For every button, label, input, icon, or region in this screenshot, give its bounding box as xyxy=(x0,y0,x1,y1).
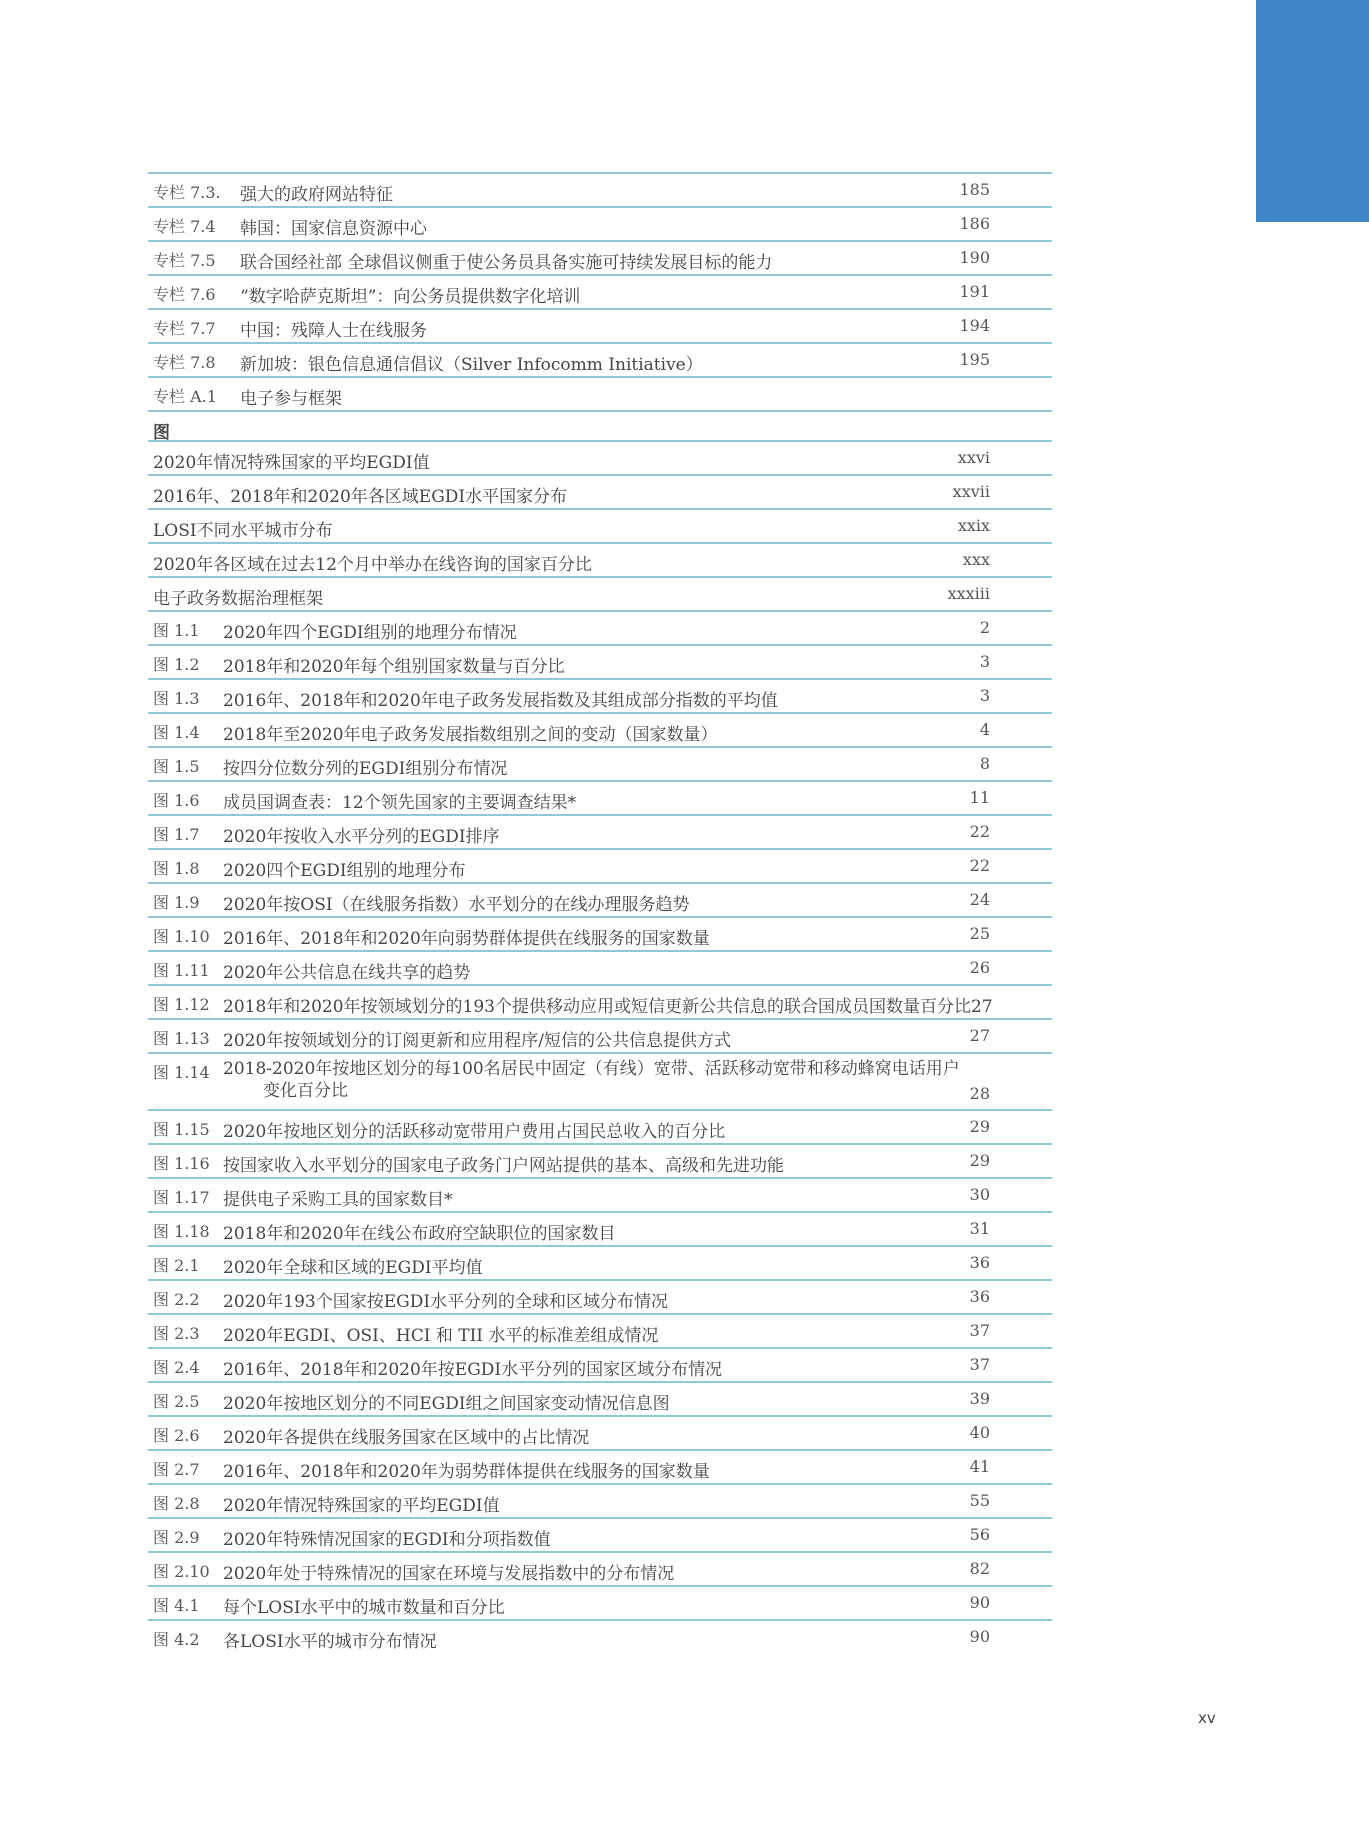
toc-row-figure[interactable] xyxy=(148,542,1052,576)
entry-title: 新加坡：银色信息通信倡议（Silver Infocomm Initiative） xyxy=(240,355,703,375)
entry-label: 图 1.10 xyxy=(153,927,210,946)
entry-page: xxxiii xyxy=(947,584,990,603)
entry-title: 2020年193个国家按EGDI水平分列的全球和区域分布情况 xyxy=(223,1292,669,1312)
entry-page: 191 xyxy=(959,282,990,301)
entry-title: “数字哈萨克斯坦”：向公务员提供数字化培训 xyxy=(240,287,581,307)
entry-page: 27 xyxy=(969,1026,990,1045)
entry-label: 图 1.12 xyxy=(153,995,210,1014)
entry-label: 图 1.5 xyxy=(153,757,200,776)
toc-row-figure[interactable] xyxy=(148,678,1052,712)
entry-title: 2020四个EGDI组别的地理分布 xyxy=(223,861,466,881)
toc-row-figure[interactable] xyxy=(148,1143,1052,1177)
entry-title: 韩国：国家信息资源中心 xyxy=(240,219,427,239)
entry-title: 2018年和2020年按领域划分的193个提供移动应用或短信更新公共信息的联合国成员国数量百分比27 xyxy=(223,997,993,1017)
entry-page: 55 xyxy=(969,1491,990,1510)
entry-label: 图 1.13 xyxy=(153,1029,210,1048)
entry-page: 26 xyxy=(969,958,990,977)
entry-title: 2020年EGDI、OSI、HCI 和 TII 水平的标准差组成情况 xyxy=(223,1326,659,1346)
entry-title: 2016年、2018年和2020年为弱势群体提供在线服务的国家数量 xyxy=(223,1462,710,1482)
entry-label: 图 1.9 xyxy=(153,893,200,912)
entry-title: 2020年情况特殊国家的平均EGDI值 xyxy=(223,1496,500,1516)
entry-page: 186 xyxy=(959,214,990,233)
entry-title: 每个LOSI水平中的城市数量和百分比 xyxy=(223,1598,505,1618)
entry-page: 190 xyxy=(959,248,990,267)
toc-row-figure[interactable] xyxy=(148,1415,1052,1449)
entry-page: xxx xyxy=(962,550,990,569)
toc-row-figure[interactable] xyxy=(148,1449,1052,1483)
entry-label: 图 1.3 xyxy=(153,689,200,708)
entry-label: 专栏 7.7 xyxy=(153,319,216,338)
entry-page: 3 xyxy=(979,686,990,705)
toc-row-figure[interactable] xyxy=(148,1381,1052,1415)
entry-label: 图 2.6 xyxy=(153,1426,200,1445)
entry-page: 37 xyxy=(969,1321,990,1340)
entry-title: LOSI不同水平城市分布 xyxy=(153,521,333,541)
entry-title: 2016年、2018年和2020年向弱势群体提供在线服务的国家数量 xyxy=(223,929,710,949)
entry-page: 41 xyxy=(969,1457,990,1476)
entry-label: 图 1.11 xyxy=(153,961,210,980)
entry-title: 按四分位数分列的EGDI组别分布情况 xyxy=(223,759,508,779)
entry-page: xxix xyxy=(957,516,990,535)
entry-label: 图 4.1 xyxy=(153,1596,200,1615)
toc-row-figure[interactable] xyxy=(148,508,1052,542)
toc-row-figure[interactable] xyxy=(148,1279,1052,1313)
entry-page: 56 xyxy=(969,1525,990,1544)
entry-title: 电子参与框架 xyxy=(240,389,342,409)
entry-label: 图 1.7 xyxy=(153,825,200,844)
toc-row-figure[interactable] xyxy=(148,1347,1052,1381)
toc-row-box[interactable] xyxy=(148,376,1052,410)
entry-title xyxy=(223,1058,960,1102)
entry-title: 2018年至2020年电子政务发展指数组别之间的变动（国家数量） xyxy=(223,725,718,745)
entry-title: 电子政务数据治理框架 xyxy=(153,589,323,609)
toc-row-figure[interactable] xyxy=(148,746,1052,780)
entry-label: 专栏 7.4 xyxy=(153,217,216,236)
toc-row-box[interactable] xyxy=(148,342,1052,376)
entry-page: xxvii xyxy=(952,482,990,501)
entry-page: 22 xyxy=(969,856,990,875)
toc-row-figure[interactable] xyxy=(148,1245,1052,1279)
entry-title: 按国家收入水平划分的国家电子政务门户网站提供的基本、高级和先进功能 xyxy=(223,1156,784,1176)
entry-label: 图 2.2 xyxy=(153,1290,200,1309)
entry-label: 图 2.4 xyxy=(153,1358,200,1377)
entry-label: 图 1.2 xyxy=(153,655,200,674)
entry-label: 图 1.16 xyxy=(153,1154,210,1173)
toc-row-figure[interactable] xyxy=(148,1619,1052,1653)
entry-page: 90 xyxy=(969,1593,990,1612)
figures-heading-row xyxy=(148,410,1052,443)
entry-label: 图 2.9 xyxy=(153,1528,200,1547)
toc-row-box[interactable] xyxy=(148,240,1052,274)
entry-title: 2020年按地区划分的活跃移动宽带用户费用占国民总收入的百分比 xyxy=(223,1122,726,1142)
toc-row-figure[interactable] xyxy=(148,882,1052,916)
entry-label: 专栏 7.5 xyxy=(153,251,216,270)
entry-label: 图 2.7 xyxy=(153,1460,200,1479)
entry-page: 28 xyxy=(969,1084,990,1103)
toc-row-figure[interactable] xyxy=(148,1551,1052,1585)
entry-title: 提供电子采购工具的国家数目* xyxy=(223,1190,453,1210)
entry-label: 图 1.18 xyxy=(153,1222,210,1241)
entry-title: 2020年处于特殊情况的国家在环境与发展指数中的分布情况 xyxy=(223,1564,675,1584)
entry-page: 24 xyxy=(969,890,990,909)
entry-page: 36 xyxy=(969,1287,990,1306)
entry-label: 专栏 7.3. xyxy=(153,183,221,202)
toc-row-figure[interactable] xyxy=(148,1517,1052,1551)
entry-label: 图 2.5 xyxy=(153,1392,200,1411)
toc-row-figure[interactable] xyxy=(148,610,1052,644)
entry-page: 195 xyxy=(959,350,990,369)
table-of-contents xyxy=(148,172,1052,1653)
entry-title: 2016年、2018年和2020年电子政务发展指数及其组成部分指数的平均值 xyxy=(223,691,778,711)
entry-label: 图 2.10 xyxy=(153,1562,210,1581)
entry-page: 11 xyxy=(969,788,990,807)
toc-row-figure[interactable] xyxy=(148,712,1052,746)
entry-title-line2: 变化百分比 xyxy=(263,1081,348,1101)
entry-page: 40 xyxy=(969,1423,990,1442)
entry-page: 31 xyxy=(969,1219,990,1238)
entry-label: 专栏 A.1 xyxy=(153,387,217,406)
entry-title: 2020年全球和区域的EGDI平均值 xyxy=(223,1258,483,1278)
toc-row-figure[interactable] xyxy=(148,780,1052,814)
entry-label: 图 1.14 xyxy=(153,1063,210,1082)
page-number: xv xyxy=(1198,1709,1216,1727)
entry-title: 2016年、2018年和2020年各区域EGDI水平国家分布 xyxy=(153,487,568,507)
entry-label: 图 4.2 xyxy=(153,1630,200,1649)
toc-row-figure[interactable] xyxy=(148,984,1052,1018)
entry-page: 29 xyxy=(969,1151,990,1170)
toc-row-figure[interactable] xyxy=(148,1211,1052,1245)
entry-page: 36 xyxy=(969,1253,990,1272)
entry-title: 2020年按OSI（在线服务指数）水平划分的在线办理服务趋势 xyxy=(223,895,690,915)
toc-row-figure[interactable] xyxy=(148,848,1052,882)
entry-title: 2020年特殊情况国家的EGDI和分项指数值 xyxy=(223,1530,551,1550)
toc-row-figure[interactable] xyxy=(148,576,1052,610)
entry-title: 2020年按领域划分的订阅更新和应用程序/短信的公共信息提供方式 xyxy=(223,1031,731,1051)
entry-title: 2016年、2018年和2020年按EGDI水平分列的国家区域分布情况 xyxy=(223,1360,723,1380)
entry-page: 37 xyxy=(969,1355,990,1374)
entry-label: 图 2.3 xyxy=(153,1324,200,1343)
toc-row-figure[interactable] xyxy=(148,1018,1052,1052)
toc-row-figure[interactable] xyxy=(148,950,1052,984)
toc-row-box[interactable] xyxy=(148,308,1052,342)
entry-page: 22 xyxy=(969,822,990,841)
toc-row-box[interactable] xyxy=(148,274,1052,308)
entry-page: 30 xyxy=(969,1185,990,1204)
entry-label: 图 1.6 xyxy=(153,791,200,810)
entry-page: 194 xyxy=(959,316,990,335)
entry-title: 各LOSI水平的城市分布情况 xyxy=(223,1632,437,1652)
toc-row-figure[interactable] xyxy=(148,1585,1052,1619)
entry-page: 185 xyxy=(959,180,990,199)
toc-row-figure[interactable] xyxy=(148,1109,1052,1143)
entry-page: 29 xyxy=(969,1117,990,1136)
entry-title: 2020年公共信息在线共享的趋势 xyxy=(223,963,471,983)
entry-page: 4 xyxy=(979,720,990,739)
entry-label: 图 1.1 xyxy=(153,621,200,640)
entry-label: 图 1.4 xyxy=(153,723,200,742)
entry-title: 2020年四个EGDI组别的地理分布情况 xyxy=(223,623,517,643)
entry-page: 90 xyxy=(969,1627,990,1646)
entry-page: 3 xyxy=(979,652,990,671)
entry-title: 2020年按收入水平分列的EGDI排序 xyxy=(223,827,500,847)
entry-title: 2020年各区域在过去12个月中举办在线咨询的国家百分比 xyxy=(153,555,592,575)
entry-title: 强大的政府网站特征 xyxy=(240,185,393,205)
entry-title: 2018年和2020年每个组别国家数量与百分比 xyxy=(223,657,565,677)
entry-title: 2020年各提供在线服务国家在区域中的占比情况 xyxy=(223,1428,590,1448)
toc-row-box[interactable] xyxy=(148,172,1052,206)
entry-label: 图 2.8 xyxy=(153,1494,200,1513)
chapter-color-tab xyxy=(1256,0,1369,222)
toc-row-figure[interactable] xyxy=(148,1483,1052,1517)
entry-title: 成员国调查表：12个领先国家的主要调查结果* xyxy=(223,793,577,813)
entry-label: 图 1.8 xyxy=(153,859,200,878)
entry-label: 专栏 7.8 xyxy=(153,353,216,372)
toc-row-figure[interactable] xyxy=(148,916,1052,950)
toc-row-figure[interactable] xyxy=(148,440,1052,474)
entry-page: 39 xyxy=(969,1389,990,1408)
entry-title: 2020年按地区划分的不同EGDI组之间国家变动情况信息图 xyxy=(223,1394,670,1414)
entry-title: 联合国经社部 全球倡议侧重于使公务员具备实施可持续发展目标的能力 xyxy=(240,253,773,273)
entry-page: 2 xyxy=(979,618,990,637)
toc-row-box[interactable] xyxy=(148,206,1052,240)
toc-row-figure[interactable] xyxy=(148,644,1052,678)
entry-page: 8 xyxy=(979,754,990,773)
entry-label: 图 2.1 xyxy=(153,1256,200,1275)
entry-title: 2018年和2020年在线公布政府空缺职位的国家数目 xyxy=(223,1224,616,1244)
figures-heading: 图 xyxy=(153,423,170,443)
entry-label: 专栏 7.6 xyxy=(153,285,216,304)
entry-title: 2020年情况特殊国家的平均EGDI值 xyxy=(153,453,430,473)
entry-title: 中国：残障人士在线服务 xyxy=(240,321,427,341)
entry-page: 25 xyxy=(969,924,990,943)
entry-label: 图 1.15 xyxy=(153,1120,210,1139)
toc-row-figure[interactable] xyxy=(148,474,1052,508)
entry-page: 82 xyxy=(969,1559,990,1578)
entry-title-line1: 2018-2020年按地区划分的每100名居民中固定（有线）宽带、活跃移动宽带和移动蜂窝电话用户 xyxy=(223,1059,960,1079)
toc-row-figure[interactable] xyxy=(148,1052,1052,1109)
entry-label: 图 1.17 xyxy=(153,1188,210,1207)
toc-row-figure[interactable] xyxy=(148,814,1052,848)
toc-row-figure[interactable] xyxy=(148,1177,1052,1211)
toc-row-figure[interactable] xyxy=(148,1313,1052,1347)
entry-page: xxvi xyxy=(957,448,990,467)
